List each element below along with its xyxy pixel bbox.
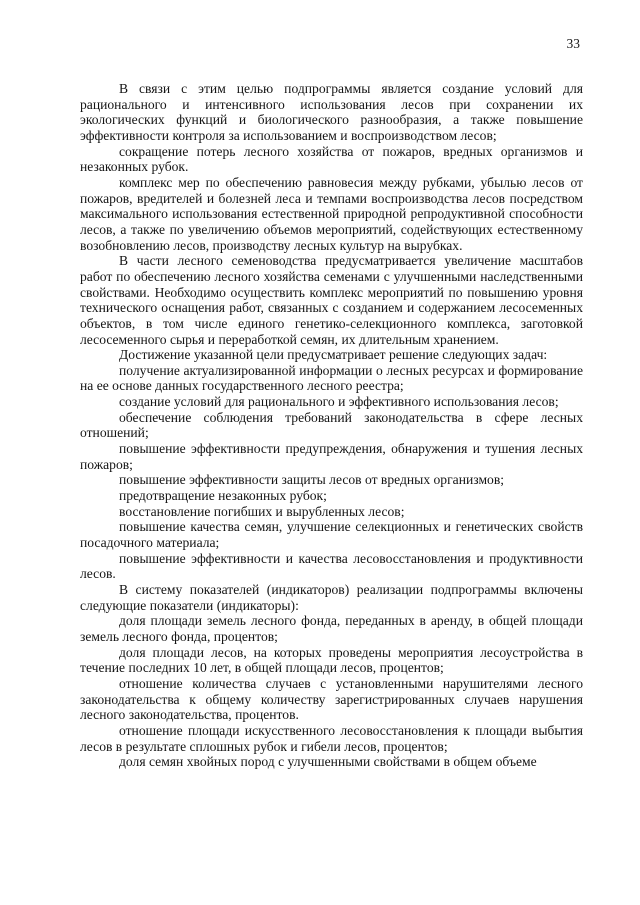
- paragraph: доля площади земель лесного фонда, переданных в аренду, в общей площади земель лесного фонда, процентов;: [80, 613, 583, 644]
- page-number: 33: [566, 36, 580, 51]
- paragraph: доля семян хвойных пород с улучшенными свойствами в общем объеме: [119, 754, 537, 770]
- body-text: [80, 81, 583, 770]
- paragraph: В связи с этим целью подпрограммы является создание условий для рационального и интенсивного использования лесов при сохранении их экологических функций и биологического разнообразия, а также повышение эффективности контроля за использованием и воспроизводством лесов;: [80, 81, 583, 143]
- paragraph: повышение эффективности предупреждения, обнаружения и тушения лесных пожаров;: [80, 441, 583, 472]
- paragraph: повышение качества семян, улучшение селекционных и генетических свойств посадочного материала;: [80, 519, 583, 551]
- paragraph: отношение количества случаев с установленными нарушителями лесного законодательства к общему количеству зарегистрированных случаев нарушения лесного законодательства, процентов.: [80, 675, 583, 723]
- paragraph: комплекс мер по обеспечению равновесия между рубками, убылью лесов от пожаров, вредителей и болезней леса и темпами воспроизводства лесов посредством максимального использования естественной природной репродуктивной способности лесов, а также по увеличению объемов мероприятий, содействующих естественному возобновлению лесов, производству лесных культур на вырубках.: [80, 174, 583, 253]
- paragraph: доля площади лесов, на которых проведены мероприятия лесоустройства в течение последних 10 лет, в общей площади лесов, процентов;: [80, 644, 583, 676]
- paragraph: получение актуализированной информации о лесных ресурсах и формирование на ее основе данных государственного лесного реестра;: [80, 362, 583, 394]
- paragraph: повышение эффективности защиты лесов от вредных организмов;: [119, 472, 505, 488]
- paragraph: повышение эффективности и качества лесовосстановления и продуктивности лесов.: [80, 550, 583, 582]
- paragraph: В систему показателей (индикаторов) реализации подпрограммы включены следующие показатели (индикаторы):: [80, 582, 583, 613]
- paragraph: обеспечение соблюдения требований законодательства в сфере лесных отношений;: [80, 409, 583, 441]
- paragraph: отношение площади искусственного лесовосстановления к площади выбытия лесов в результате сплошных рубок и гибели лесов, процентов;: [80, 722, 583, 754]
- paragraph: предотвращение незаконных рубок;: [119, 488, 327, 504]
- paragraph: создание условий для рационального и эффективного использования лесов;: [119, 394, 559, 410]
- paragraph: сокращение потерь лесного хозяйства от пожаров, вредных организмов и незаконных рубок.: [80, 143, 583, 175]
- paragraph: В части лесного семеноводства предусматривается увеличение масштабов работ по обеспечению лесного хозяйства семенами с улучшенными наследственными свойствами. Необходимо осуществить комплекс мероприятий по повышению уровня технического оснащения работ, связанных с созданием и содержанием лесосеменных объектов, в том числе единого генетико-селекционного комплекса, заготовкой лесосеменного сырья и переработкой семян, их длительным хранением.: [80, 253, 583, 347]
- paragraph: восстановление погибших и вырубленных лесов;: [119, 503, 405, 519]
- paragraph: Достижение указанной цели предусматривает решение следующих задач:: [119, 347, 548, 363]
